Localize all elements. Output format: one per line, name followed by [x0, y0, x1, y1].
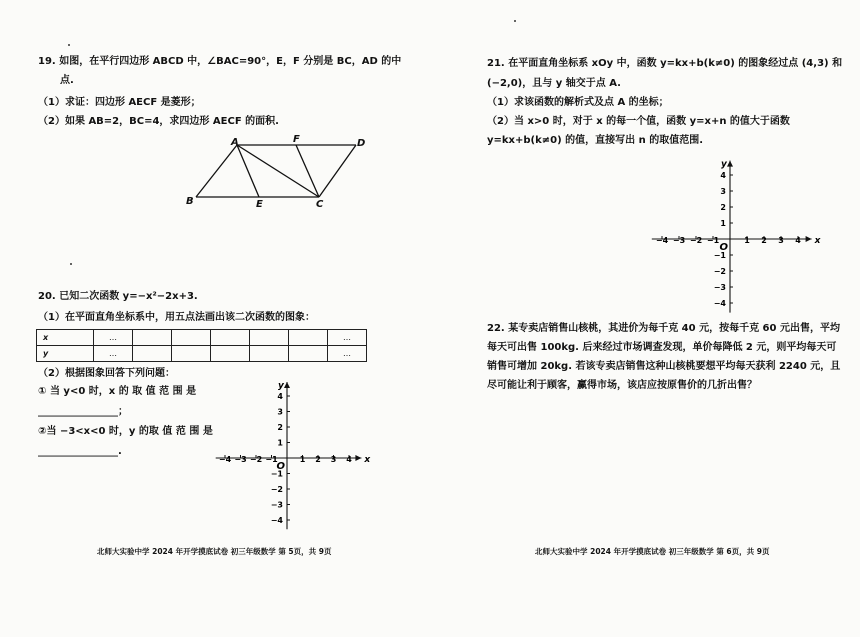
- table-cell: [211, 330, 250, 346]
- x-tick-label: 2: [761, 236, 767, 245]
- origin-label: O: [719, 242, 728, 253]
- y-tick-label: 4: [720, 171, 726, 180]
- segment-ae: [237, 145, 259, 197]
- x-tick-label: −1: [706, 236, 720, 245]
- x-tick-label: −4: [218, 455, 232, 464]
- table-cell: y: [37, 346, 94, 362]
- label-a: A: [231, 137, 239, 148]
- table-cell: …: [328, 346, 367, 362]
- q20-sub1-b: ________________；: [38, 406, 128, 417]
- q21-part1: （1）求该函数的解析式及点 A 的坐标；: [487, 97, 669, 108]
- q21-part2-a: （2）当 x>0 时，对于 x 的每一个值，函数 y=x+n 的值大于函数: [487, 116, 790, 127]
- q20-sub1-a: ① 当 y<0 时，x 的 取 值 范 围 是: [38, 386, 197, 397]
- table-cell: [211, 346, 250, 362]
- left-footer: 北师大实验中学 2024 年开学摸底试卷 初三年级数学 第 5页，共 9页: [97, 547, 332, 556]
- y-axis-arrow: [727, 161, 733, 167]
- label-c: C: [316, 199, 324, 210]
- x-tick-label: 2: [315, 455, 321, 464]
- x-axis-arrow: [806, 236, 812, 242]
- right-footer: 北师大实验中学 2024 年开学摸底试卷 初三年级数学 第 6页，共 9页: [535, 547, 770, 556]
- x-tick-label: −1: [265, 455, 278, 464]
- q20-sub2-a: ②当 −3<x<0 时，y 的取 值 范 围 是: [38, 426, 213, 437]
- y-tick-label: 3: [277, 407, 283, 417]
- table-cell: [133, 346, 172, 362]
- q21-line2: (−2,0)，且与 y 轴交于点 A.: [487, 78, 621, 89]
- q22-line2: 每天可出售 100kg. 后来经过市场调查发现，单价每降低 2 元，则平均每天可: [487, 342, 837, 353]
- stray-mark: [514, 20, 516, 22]
- table-row-x: [37, 330, 367, 346]
- label-e: E: [256, 199, 263, 210]
- table-cell: [172, 346, 211, 362]
- y-tick-label: 2: [720, 203, 726, 212]
- y-tick-label: −4: [270, 516, 283, 525]
- table-cell: [289, 346, 328, 362]
- x-tick-label: −2: [249, 455, 263, 464]
- q19-part1: （1）求证：四边形 AECF 是菱形；: [38, 97, 201, 108]
- x-axis-label: x: [364, 455, 371, 465]
- q19-line1: 19. 如图，在平行四边形 ABCD 中，∠BAC=90°，E，F 分别是 BC，AD 的中: [38, 56, 402, 67]
- y-tick-label: 1: [720, 219, 726, 228]
- y-tick-label: 4: [277, 392, 283, 401]
- table-cell: [250, 346, 289, 362]
- table-row-y: [37, 346, 367, 362]
- y-axis-label: y: [721, 159, 727, 170]
- q20-title: 20. 已知二次函数 y=−x²−2x+3.: [38, 291, 198, 302]
- q20-part1: （1）在平面直角坐标系中，用五点法画出该二次函数的图象：: [38, 312, 315, 323]
- x-tick-label: −2: [689, 236, 703, 245]
- label-f: F: [293, 134, 300, 145]
- table-cell: x: [37, 330, 94, 346]
- table-cell: …: [94, 330, 133, 346]
- q20-part2: （2）根据图象回答下列问题：: [38, 368, 175, 379]
- q19-part2: （2）如果 AB=2，BC=4，求四边形 AECF 的面积.: [38, 116, 279, 127]
- x-tick-label: 4: [795, 236, 801, 245]
- q21-part2-b: y=kx+b(k≠0) 的值，直接写出 n 的取值范围.: [487, 135, 704, 146]
- segment-dc: [319, 145, 356, 197]
- y-tick-label: −3: [270, 500, 283, 510]
- coordinate-plane-right: [655, 155, 822, 315]
- y-tick-label: 2: [277, 423, 283, 432]
- y-tick-label: −3: [713, 283, 726, 292]
- table-cell: [289, 330, 328, 346]
- x-tick-label: 1: [744, 236, 750, 245]
- q21-line1: 21. 在平面直角坐标系 xOy 中，函数 y=kx+b(k≠0) 的图象经过点 (4,3) 和: [487, 58, 843, 69]
- table-cell: [133, 330, 172, 346]
- x-tick-label: 4: [346, 455, 352, 464]
- coordinate-plane-left: [215, 372, 375, 532]
- segment-ac: [237, 145, 319, 197]
- q20-sub2-b: ________________.: [38, 446, 122, 457]
- table-cell: …: [328, 330, 367, 346]
- x-tick-label: 3: [778, 236, 784, 245]
- y-tick-label: 1: [277, 438, 283, 448]
- table-cell: …: [94, 346, 133, 362]
- y-axis-arrow: [284, 382, 290, 388]
- x-axis-label: x: [814, 236, 821, 246]
- y-tick-label: 3: [720, 187, 726, 196]
- segment-ab: [196, 145, 237, 197]
- label-d: D: [357, 138, 366, 149]
- origin-label: O: [276, 461, 285, 472]
- y-tick-label: −1: [270, 469, 283, 479]
- stray-mark: [70, 263, 72, 265]
- label-b: B: [186, 196, 194, 207]
- table-cell: [172, 330, 211, 346]
- parallelogram-figure: [0, 0, 430, 260]
- q22-line4: 尽可能让利于顾客，赢得市场，该店应按原售价的几折出售？: [487, 380, 757, 391]
- y-axis-label: y: [278, 381, 284, 392]
- y-tick-label: −4: [713, 299, 726, 308]
- q22-line1: 22. 某专卖店销售山核桃，其进价为每千克 40 元，按每千克 60 元出售，平均: [487, 323, 840, 334]
- q22-line3: 销售可增加 20kg. 若该专卖店销售这种山核桃要想平均每天获利 2240 元，且: [487, 361, 841, 372]
- x-tick-label: −4: [655, 236, 669, 245]
- x-tick-label: 3: [330, 455, 337, 464]
- x-tick-label: 1: [299, 455, 306, 464]
- value-table: [36, 329, 367, 362]
- y-tick-label: −1: [713, 251, 726, 260]
- table-cell: [250, 330, 289, 346]
- q19-line2: 点.: [60, 75, 74, 86]
- x-axis-arrow: [355, 455, 361, 461]
- y-tick-label: −2: [713, 267, 726, 276]
- x-tick-label: −3: [672, 236, 686, 245]
- right-exam-page: [430, 0, 860, 637]
- y-tick-label: −2: [270, 485, 283, 494]
- stray-mark: [68, 44, 70, 46]
- x-tick-label: −3: [234, 455, 247, 464]
